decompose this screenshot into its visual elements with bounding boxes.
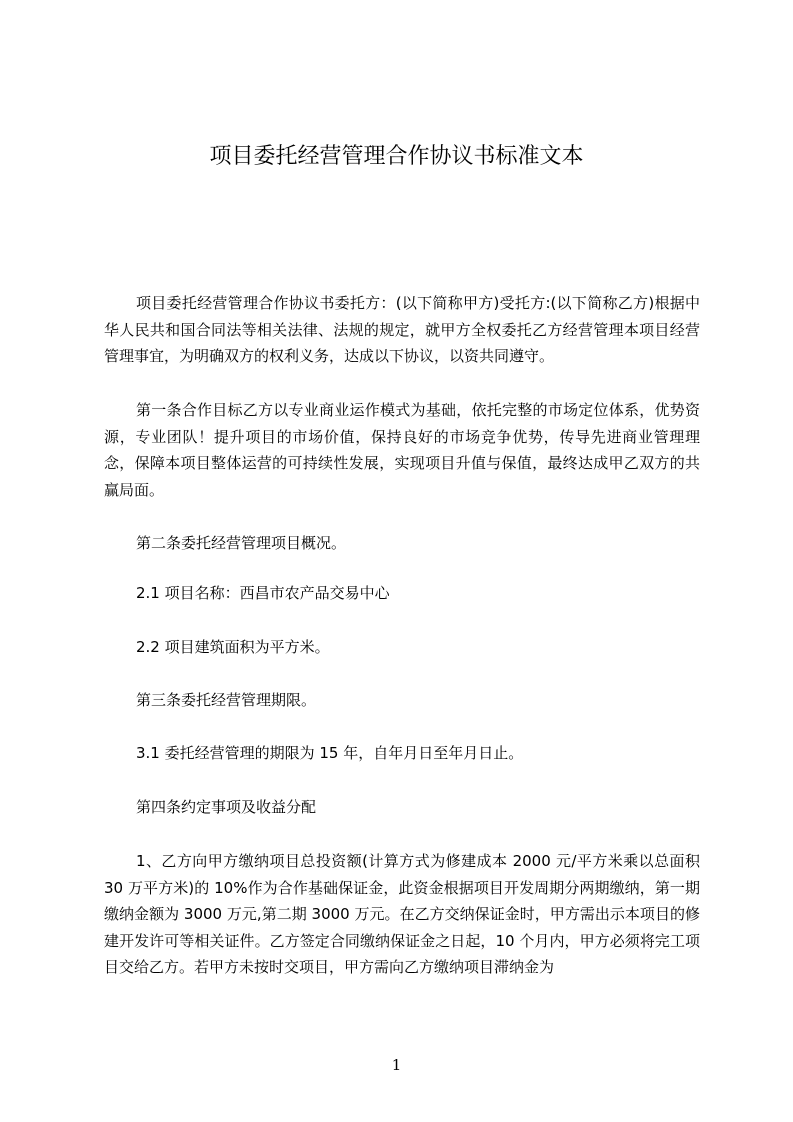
page-number: 1: [391, 1056, 402, 1074]
paragraph-article-3: 第三条委托经营管理期限。: [136, 691, 317, 709]
paragraph-2-2: 2.2 项目建筑面积为平方米。: [136, 638, 330, 656]
paragraph-article-1: 第一条合作目标乙方以专业商业运作模式为基础，依托完整的市场定位体系，优势资源，专业团队！提升项目的市场价值，保持良好的市场竞争优势，传导先进商业管理理念，保障本项目整体运营的可持续性发展，实现项目升值与保值，最终达成甲乙双方的共赢局面。: [104, 401, 700, 499]
paragraph-article-2: 第二条委托经营管理项目概况。: [136, 534, 347, 552]
paragraph-4-1: 1、乙方向甲方缴纳项目总投资额(计算方式为修建成本 2000 元/平方米乘以总面积 30 万平方米)的 10%作为合作基础保证金，此资金根据项目开发周期分两期缴纳，第一期缴纳金额为 3000 万元,第二期 3000 万元。在乙方交纳保证金时，甲方需出示本项目的修建开发许可等相关证件。乙方签定合同缴纳保证金之日起，10 个月内，甲方必须将完工项目交给乙方。若甲方未按时交项目，甲方需向乙方缴纳项目滞纳金为: [104, 852, 700, 976]
paragraph-intro: 项目委托经营管理合作协议书委托方：(以下简称甲方)受托方:(以下简称乙方)根据中华人民共和国合同法等相关法律、法规的规定，就甲方全权委托乙方经营管理本项目经营管理事宜，为明确双方的权利义务，达成以下协议，以资共同遵守。: [104, 294, 700, 365]
paragraph-article-4: 第四条约定事项及收益分配: [136, 798, 317, 816]
paragraph-3-1: 3.1 委托经营管理的期限为 15 年，自年月日至年月日止。: [136, 744, 524, 762]
paragraph-2-1: 2.1 项目名称：西昌市农产品交易中心: [136, 584, 390, 602]
document-title: 项目委托经营管理合作协议书标准文本: [209, 144, 584, 169]
